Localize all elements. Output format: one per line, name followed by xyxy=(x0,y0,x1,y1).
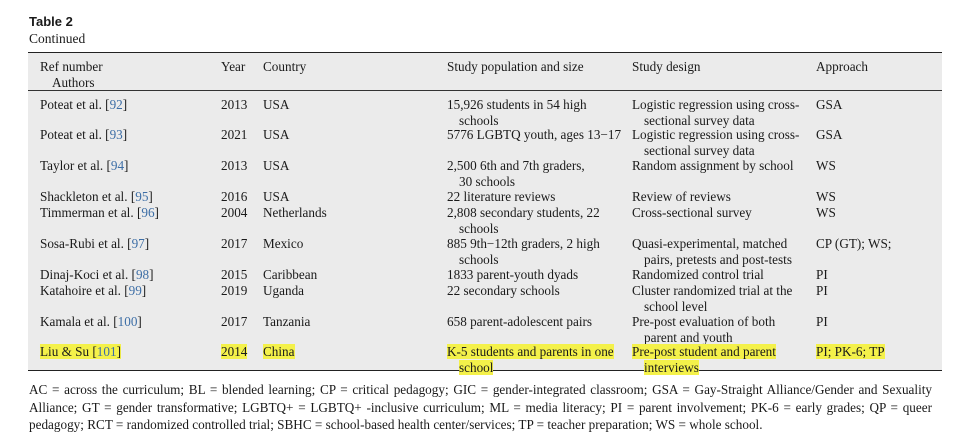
ref-close: ] xyxy=(148,189,153,204)
table-row-author xyxy=(40,236,215,252)
table-row-country: USA xyxy=(263,189,290,204)
year-value: 2014 xyxy=(221,344,248,359)
table-row-design xyxy=(632,314,812,345)
table-row-author xyxy=(40,189,215,205)
table-row-design xyxy=(632,189,812,205)
table-row-country: Tanzania xyxy=(263,314,311,329)
population-cont: schools xyxy=(459,251,499,267)
table-row-country: Netherlands xyxy=(263,205,327,220)
design-cont: sectional survey data xyxy=(644,142,755,158)
table-row-population xyxy=(447,189,627,205)
population-line: K-5 students and parents in one xyxy=(447,344,614,359)
population-line: 5776 LGBTQ youth, ages 13−17 xyxy=(447,127,622,142)
table-row-year: 2016 xyxy=(221,189,248,204)
population-line: 658 parent-adolescent pairs xyxy=(447,314,593,329)
table-row-design xyxy=(632,267,812,283)
ref-link[interactable]: 101 xyxy=(96,344,117,359)
header-authors-label: Authors xyxy=(52,74,95,90)
table-row-design xyxy=(632,97,812,128)
table-row-year: 2019 xyxy=(221,283,248,298)
table-row-approach: GSA xyxy=(816,97,843,112)
table-row-approach: PI xyxy=(816,314,828,329)
header-country: Country xyxy=(263,59,307,74)
table-row-design xyxy=(632,205,812,221)
ref-link[interactable]: 96 xyxy=(141,205,155,220)
population-cont: 30 schools xyxy=(459,173,516,189)
header-design: Study design xyxy=(632,59,701,74)
table-row-author xyxy=(40,283,215,299)
table-row-approach: GSA xyxy=(816,127,843,142)
ref-link[interactable]: 95 xyxy=(135,189,149,204)
author-name: Timmerman et al. [ xyxy=(40,205,142,220)
table-row-approach-highlighted xyxy=(816,344,936,360)
design-line: Cluster randomized trial at the xyxy=(632,283,793,298)
ref-link[interactable]: 94 xyxy=(110,158,125,173)
table-row-country: Mexico xyxy=(263,236,304,251)
ref-link[interactable]: 99 xyxy=(128,283,142,298)
ref-close: ] xyxy=(154,205,159,220)
table-row-year: 2013 xyxy=(221,158,248,173)
table-row-author xyxy=(40,97,215,113)
table-row-population xyxy=(447,267,627,283)
table-row-design xyxy=(632,127,812,158)
table-row-country: USA xyxy=(263,158,290,173)
design-cont: school level xyxy=(644,298,708,314)
ref-close: ] xyxy=(124,158,129,173)
table-row-approach: PI xyxy=(816,283,828,298)
ref-link[interactable]: 93 xyxy=(109,127,123,142)
design-line: Logistic regression using cross- xyxy=(632,97,800,112)
population-line: 2,500 6th and 7th graders, xyxy=(447,158,585,173)
author-name: Taylor et al. [ xyxy=(40,158,111,173)
author-name: Katahoire et al. [ xyxy=(40,283,129,298)
table-row-population xyxy=(447,158,627,189)
design-line: Pre-post evaluation of both xyxy=(632,314,776,329)
design-cont: interviews xyxy=(644,359,699,375)
design-line: Logistic regression using cross- xyxy=(632,127,800,142)
table-row-year: 2021 xyxy=(221,127,248,142)
design-line: Randomized control trial xyxy=(632,267,764,282)
design-line: Random assignment by school xyxy=(632,158,794,173)
author-name: Poteat et al. [ xyxy=(40,97,110,112)
ref-close: ] xyxy=(122,127,128,142)
table-row-author xyxy=(40,158,215,174)
ref-link[interactable]: 97 xyxy=(131,236,145,251)
table-title: Table 2 xyxy=(29,14,73,29)
table-row-approach: PI xyxy=(816,267,828,282)
ref-link[interactable]: 100 xyxy=(117,314,138,329)
author-name: Kamala et al. [ xyxy=(40,314,118,329)
table-subtitle: Continued xyxy=(29,31,86,46)
table-row-country: USA xyxy=(263,97,290,112)
header-approach: Approach xyxy=(816,59,868,74)
author-name: Sosa-Rubi et al. [ xyxy=(40,236,132,251)
author-name: Dinaj-Koci et al. [ xyxy=(40,267,136,282)
table-row-approach: WS xyxy=(816,189,836,204)
table-row-author-highlighted xyxy=(40,344,215,360)
author-name: Liu & Su [ xyxy=(40,344,97,359)
table-row-year-highlighted xyxy=(221,344,261,360)
table-row-design xyxy=(632,236,812,267)
ref-close: ] xyxy=(141,283,147,298)
table-row-year: 2013 xyxy=(221,97,248,112)
table-row-population xyxy=(447,97,627,128)
population-cont: schools xyxy=(459,112,499,128)
table-row-design xyxy=(632,283,812,314)
population-cont: school xyxy=(459,359,494,375)
population-line: 15,926 students in 54 high xyxy=(447,97,587,112)
ref-close: ] xyxy=(149,267,154,282)
population-line: 22 literature reviews xyxy=(447,189,556,204)
table-row-population xyxy=(447,205,627,236)
ref-close: ] xyxy=(144,236,150,251)
header-rule xyxy=(28,90,942,91)
ref-link[interactable]: 92 xyxy=(109,97,123,112)
table-row-country: Caribbean xyxy=(263,267,318,282)
table-row-year: 2004 xyxy=(221,205,248,220)
ref-close: ] xyxy=(122,97,128,112)
ref-link[interactable]: 98 xyxy=(135,267,150,282)
table-row-author xyxy=(40,127,215,143)
design-cont: parent and youth xyxy=(644,329,733,345)
table-row-author xyxy=(40,267,215,283)
author-name: Shackleton et al. [ xyxy=(40,189,136,204)
table-row-design-highlighted xyxy=(632,344,812,375)
table-row-author xyxy=(40,205,215,221)
design-line: Pre-post student and parent xyxy=(632,344,776,359)
table-row-year: 2017 xyxy=(221,236,248,251)
table-row-country: Uganda xyxy=(263,283,305,298)
design-cont: sectional survey data xyxy=(644,112,755,128)
population-line: 885 9th−12th graders, 2 high xyxy=(447,236,600,251)
population-line: 22 secondary schools xyxy=(447,283,560,298)
ref-close: ] xyxy=(116,344,121,359)
population-cont: schools xyxy=(459,220,499,236)
table-row-approach: CP (GT); WS; xyxy=(816,236,892,251)
table-row-author xyxy=(40,314,215,330)
design-cont: pairs, pretests and post-tests xyxy=(644,251,792,267)
design-line: Review of reviews xyxy=(632,189,731,204)
country-value: China xyxy=(263,344,295,359)
header-ref-number: Ref number xyxy=(40,59,103,74)
table-row-population xyxy=(447,236,627,267)
table-row-design xyxy=(632,158,812,174)
table-row-population xyxy=(447,283,627,299)
table-row-year: 2017 xyxy=(221,314,248,329)
table-row-population xyxy=(447,127,627,143)
header-year: Year xyxy=(221,59,246,74)
population-line: 1833 parent-youth dyads xyxy=(447,267,579,282)
table-row-approach: WS xyxy=(816,158,836,173)
table-footnote: AC = across the curriculum; BL = blended learning; CP = critical pedagogy; GIC = gender-integrated classroom; GSA = Gay-Straight Alliance/Gender and Sexuality Alliance; GT = gender transformative; LGBTQ+ = LGBTQ+ -inclusive curriculum; ML = media literacy; PI = parent involvement; PK-6 = early grades; QP = queer pedagogy; RCT = randomized controlled trial; SBHC = school-based health center/services; TP = teacher preparation; WS = whole school. xyxy=(29,382,932,432)
author-name: Poteat et al. [ xyxy=(40,127,110,142)
population-line: 2,808 secondary students, 22 xyxy=(447,205,600,220)
table-row-approach: WS xyxy=(816,205,836,220)
header-population: Study population and size xyxy=(447,59,584,74)
table-row-population xyxy=(447,314,627,330)
ref-close: ] xyxy=(137,314,142,329)
header-authors xyxy=(40,59,215,90)
approach-value: PI; PK-6; TP xyxy=(816,344,885,359)
table-row-country: USA xyxy=(263,127,290,142)
design-line: Quasi-experimental, matched xyxy=(632,236,788,251)
design-line: Cross-sectional survey xyxy=(632,205,752,220)
table-row-population-highlighted xyxy=(447,344,627,375)
table-row-country-highlighted xyxy=(263,344,443,360)
table-row-year: 2015 xyxy=(221,267,248,282)
